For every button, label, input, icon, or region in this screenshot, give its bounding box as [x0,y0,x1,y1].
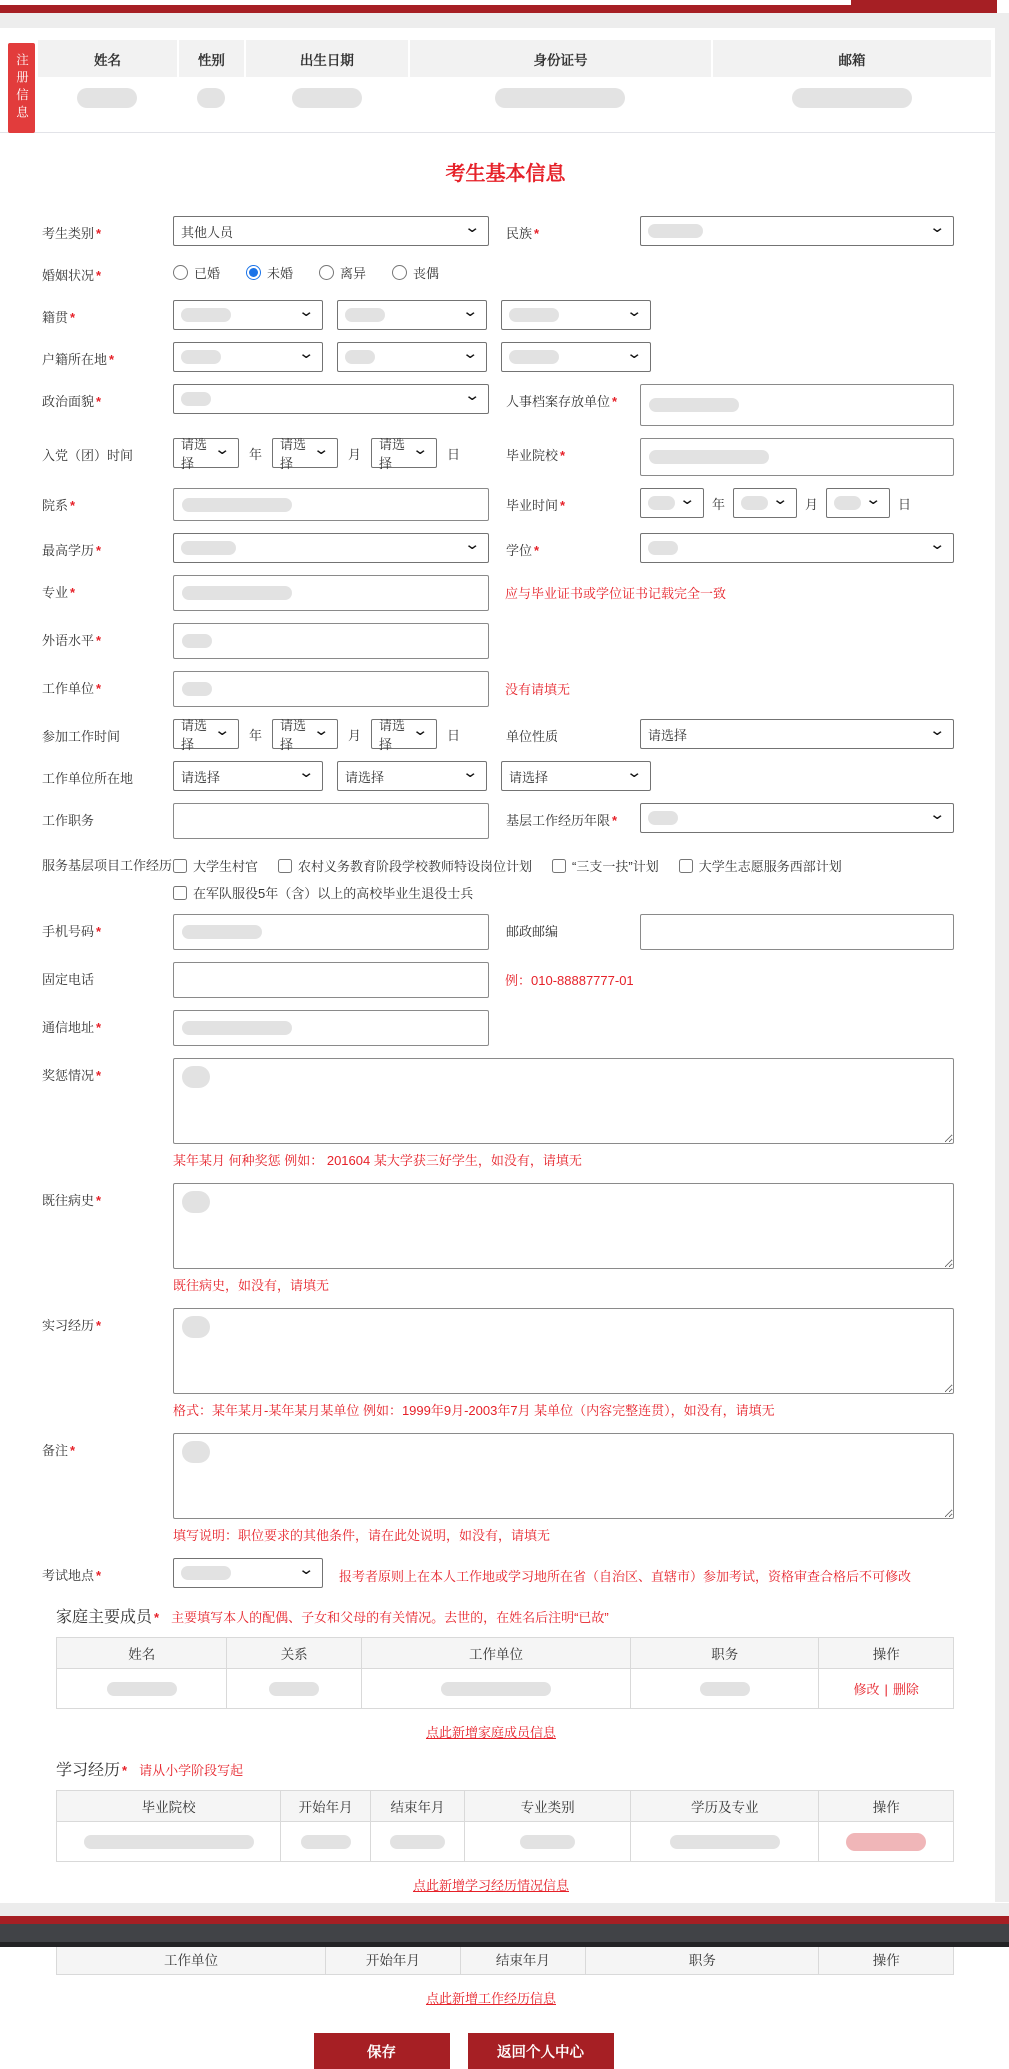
user-summary-card [36,40,993,119]
redacted-value [834,496,861,510]
major-hint: 应与毕业证书或学位证书记载完全一致 [505,586,727,601]
footer-gray-strip [0,1903,1009,1916]
work-table: 工作单位 开始年月 结束年月 职务 操作 [56,1943,954,1975]
household-location-label: 户籍所在地 [42,352,108,367]
redacted-value [345,350,375,364]
checkbox-village-official-input[interactable] [173,859,187,873]
required-mark: * [96,1068,102,1083]
candidate-form [0,133,1009,2069]
redacted-value [269,1682,319,1696]
employer-type-label: 单位性质 [506,729,559,744]
add-education-link[interactable]: 点此新增学习经历情况信息 [412,1878,569,1893]
redacted-value [181,1566,231,1580]
household-province-select[interactable] [173,342,323,372]
employer-county-select[interactable]: 请选择 ⌄ [501,761,651,791]
job-title-label: 工作职务 [42,813,95,828]
redacted-value [182,925,262,939]
checkbox-veteran-input[interactable] [173,886,187,900]
degree-label: 学位 [506,543,533,558]
row-highest-education [42,533,969,563]
radio-widowed[interactable]: 丧偶 [392,263,439,282]
back-to-profile-button[interactable]: 返回个人中心 [468,2033,614,2069]
ethnicity-label: 民族 [506,226,533,241]
required-mark: * [70,1443,76,1458]
mobile-label: 手机号码 [42,924,95,939]
redacted-value [182,586,292,600]
redacted-value [441,1682,551,1696]
foreign-language-input[interactable] [173,623,489,659]
save-button[interactable]: 保存 [314,2033,450,2069]
day-unit: 日 [447,446,461,462]
chevron-down-icon: ⌄ [464,387,482,404]
chevron-down-icon: ⌄ [929,806,947,823]
redacted-value [345,308,385,322]
department-input[interactable] [173,488,489,521]
archive-unit-label: 人事档案存放单位 [506,394,611,409]
required-mark: * [534,543,540,558]
family-section-hint: 主要填写本人的配偶、子女和父母的有关情况。去世的，在姓名后注明“已故” [171,1610,609,1625]
checkbox-village-official[interactable]: 大学生村官 [173,856,258,875]
chevron-down-icon: ⌄ [462,345,480,362]
redacted-actions[interactable] [846,1833,926,1851]
chevron-down-icon: ⌄ [464,536,482,553]
radio-widowed-input[interactable] [392,265,407,280]
redacted-value [648,224,703,238]
native-place-city-select[interactable] [337,300,487,330]
required-mark: * [154,1610,160,1625]
right-page-gutter [995,28,1009,1902]
footer-red-strip [0,1916,1009,1924]
native-place-label: 籍贯 [42,310,69,325]
mobile-input[interactable] [173,914,489,950]
landline-label: 固定电话 [42,972,95,987]
redacted-value [181,392,211,406]
required-mark: * [96,633,102,648]
family-delete-link[interactable]: 删除 [892,1682,919,1697]
footer-dark-bar [0,1924,1009,1947]
chevron-down-icon: ⌄ [298,1561,316,1578]
redacted-value [182,498,292,512]
redacted-value [181,308,231,322]
checkbox-three-supports-plan[interactable]: “三支一扶”计划 [552,856,659,875]
chevron-down-icon: ⌄ [462,303,480,320]
family-edit-link[interactable]: 修改 [853,1682,880,1697]
medical-history-textarea[interactable] [173,1183,954,1269]
required-mark: * [109,352,115,367]
year-unit: 年 [249,446,263,462]
day-unit: 日 [447,727,461,743]
grassroots-programs-label: 服务基层项目工作经历 [42,858,173,873]
chevron-down-icon: ⌄ [929,722,947,739]
header-red-bar [0,5,997,13]
marital-status-radio-group [173,258,439,282]
user-col-email: 邮箱 [713,40,991,77]
postal-code-label: 邮政邮编 [506,924,559,939]
marital-status-label: 婚姻状况 [42,268,95,283]
redacted-idnumber [495,88,625,108]
party-join-date-label: 入党（团）时间 [42,448,134,463]
radio-divorced-input[interactable] [319,265,334,280]
checkbox-west-volunteer-plan[interactable]: 大学生志愿服务西部计划 [679,856,842,875]
redacted-value [182,1191,210,1213]
redacted-value [182,1066,210,1088]
required-mark: * [70,310,76,325]
family-section-header [56,1604,969,1627]
medical-history-label: 既往病史 [42,1193,95,1208]
graduation-date-label: 毕业时间 [506,498,559,513]
add-family-member-link[interactable]: 点此新增家庭成员信息 [425,1725,556,1740]
chevron-down-icon: ⌄ [298,345,316,362]
radio-unmarried[interactable]: 未婚 [246,263,293,282]
checkbox-veteran[interactable]: 在军队服役5年（含）以上的高校毕业生退役士兵 [173,883,473,902]
political-status-label: 政治面貌 [42,394,95,409]
row-internship [42,1308,969,1394]
education-section-header [56,1757,969,1780]
required-mark: * [96,543,102,558]
graduation-month-select[interactable] [733,488,797,518]
employer-type-select[interactable]: 请选择 ⌄ [640,719,954,749]
user-row [38,77,991,119]
row-employer-location [42,761,969,791]
form-actions [0,2033,927,2069]
candidate-type-select[interactable] [173,216,489,246]
checkbox-rural-teacher-plan[interactable]: 农村义务教育阶段学校教师特设岗位计划 [278,856,532,875]
employer-city-select[interactable]: 请选择 ⌄ [337,761,487,791]
employer-label: 工作单位 [42,681,95,696]
required-mark: * [560,498,566,513]
radio-married-input[interactable] [173,265,188,280]
chevron-down-icon: ⌄ [214,441,232,458]
education-table-row [57,1822,954,1862]
political-status-select[interactable] [173,384,489,414]
redacted-value [649,398,739,412]
user-summary-table [36,40,993,119]
candidate-type-label: 考生类别 [42,226,95,241]
checkbox-three-supports-plan-input[interactable] [552,859,566,873]
archive-unit-input[interactable] [640,384,954,426]
year-unit: 年 [249,727,263,743]
month-unit: 月 [348,446,362,462]
row-native-place [42,300,969,330]
chevron-down-icon: ⌄ [313,441,331,458]
graduation-year-select[interactable] [640,488,704,518]
redacted-value [182,1316,210,1338]
highest-education-label: 最高学历 [42,543,95,558]
internship-textarea[interactable] [173,1308,954,1394]
required-mark: * [96,1193,102,1208]
row-rewards [42,1058,969,1144]
header-red-accent [851,0,997,13]
job-title-input[interactable] [173,803,489,839]
user-col-idnumber: 身份证号 [410,40,711,77]
row-landline [42,962,969,998]
user-col-birthdate: 出生日期 [246,40,408,77]
redacted-value [648,496,675,510]
redacted-name [77,88,137,108]
redacted-value [181,350,221,364]
required-mark: * [122,1763,128,1778]
month-unit: 月 [805,496,819,512]
checkbox-rural-teacher-plan-input[interactable] [278,859,292,873]
required-mark: * [96,226,102,241]
row-foreign-language [42,623,969,659]
row-major [42,575,969,611]
degree-select[interactable] [640,533,954,563]
remarks-label: 备注 [42,1443,69,1458]
grassroots-programs-checkboxes [173,851,969,902]
redacted-value [301,1835,351,1849]
family-table-row: 修改 | 删除 [57,1669,954,1709]
work-start-month-select[interactable]: 请选择 ⌄ [272,719,338,749]
chevron-down-icon: ⌄ [929,219,947,236]
day-unit: 日 [898,496,912,512]
row-medical-history [42,1183,969,1269]
redacted-value [182,1441,210,1463]
chevron-down-icon: ⌄ [412,722,430,739]
family-table: 姓名 关系 工作单位 职务 操作 修改 | 删除 [56,1637,954,1709]
redacted-value [182,634,212,648]
mailing-address-input[interactable] [173,1010,489,1046]
required-mark: * [612,813,618,828]
foreign-language-label: 外语水平 [42,633,95,648]
row-marital-status [42,258,969,284]
internship-hint: 格式：某年某月-某年某月某单位 例如：1999年9月-2003年7月 某单位（内容完整连贯），如没有，请填无 [173,1403,775,1418]
chevron-down-icon: ⌄ [626,345,644,362]
work-start-day-select[interactable]: 请选择 ⌄ [371,719,437,749]
party-join-day-select[interactable]: 请选择 ⌄ [371,438,437,468]
redacted-birthdate [292,88,362,108]
graduate-school-input[interactable] [640,438,954,476]
major-label: 专业 [42,585,69,600]
row-party-join-date [42,438,969,476]
grassroots-years-label: 基层工作经历年限 [506,813,611,828]
registration-info-tab-label: 注册信息 [14,53,29,123]
header-gray-band [0,13,1009,28]
exam-location-select[interactable] [173,1558,323,1588]
education-table: 毕业院校 开始年月 结束年月 专业类别 学历及专业 操作 [56,1790,954,1862]
party-join-year-select[interactable]: 请选择 ⌄ [173,438,239,468]
employer-hint: 没有请填无 [505,682,571,697]
remarks-hint: 填写说明：职位要求的其他条件，请在此处说明，如没有，请填无 [173,1528,551,1543]
required-mark: * [96,1568,102,1583]
user-col-gender: 性别 [179,40,244,77]
party-join-month-select[interactable]: 请选择 ⌄ [272,438,338,468]
internship-label: 实习经历 [42,1318,95,1333]
required-mark: * [96,394,102,409]
exam-location-label: 考试地点 [42,1568,95,1583]
row-household-location [42,342,969,372]
redacted-gender [197,88,225,108]
page-title: 考生基本信息 [445,163,566,185]
redacted-value [741,496,768,510]
chevron-down-icon: ⌄ [412,441,430,458]
row-mobile [42,914,969,950]
ethnicity-select[interactable] [640,216,954,246]
chevron-down-icon: ⌄ [464,219,482,236]
required-mark: * [70,585,76,600]
row-candidate-type [42,216,969,246]
graduation-day-select[interactable] [826,488,890,518]
redacted-value [649,450,769,464]
remarks-textarea[interactable] [173,1433,954,1519]
chevron-down-icon: ⌄ [626,764,644,781]
employer-location-label: 工作单位所在地 [42,771,134,786]
employer-province-select[interactable]: 请选择 ⌄ [173,761,323,791]
required-mark: * [534,226,540,241]
redacted-value [648,811,678,825]
required-mark: * [70,498,76,513]
checkbox-west-volunteer-plan-input[interactable] [679,859,693,873]
mailing-address-label: 通信地址 [42,1020,95,1035]
redacted-value [520,1835,575,1849]
radio-divorced[interactable]: 离异 [319,263,366,282]
row-remarks [42,1433,969,1519]
required-mark: * [96,1020,102,1035]
chevron-down-icon: ⌄ [462,764,480,781]
chevron-down-icon: ⌄ [865,491,883,508]
add-work-link[interactable]: 点此新增工作经历信息 [425,1991,556,2006]
highest-education-select[interactable] [173,533,489,563]
user-col-name: 姓名 [38,40,177,77]
landline-hint: 例：010-88887777-01 [505,973,634,988]
household-county-select[interactable] [501,342,651,372]
year-unit: 年 [712,496,726,512]
redacted-value [509,350,559,364]
rewards-label: 奖惩情况 [42,1068,95,1083]
redacted-email [792,88,912,108]
grassroots-years-select[interactable] [640,803,954,833]
employer-input[interactable] [173,671,489,707]
required-mark: * [96,268,102,283]
redacted-value [670,1835,780,1849]
chevron-down-icon: ⌄ [298,764,316,781]
work-start-year-select[interactable]: 请选择 ⌄ [173,719,239,749]
major-input[interactable] [173,575,489,611]
candidate-type-value: 其他人员 [181,224,234,240]
redacted-value [107,1682,177,1696]
landline-input[interactable] [173,962,489,998]
required-mark: * [96,681,102,696]
education-section-hint: 请从小学阶段写起 [139,1763,244,1778]
page-footer [0,1903,1009,1947]
radio-married[interactable]: 已婚 [173,263,220,282]
required-mark: * [96,924,102,939]
row-exam-location [42,1558,969,1588]
department-label: 院系 [42,498,69,513]
chevron-down-icon: ⌄ [214,722,232,739]
chevron-down-icon: ⌄ [772,491,790,508]
medical-history-hint: 既往病史，如没有，请填无 [173,1278,330,1293]
row-department [42,488,969,521]
chevron-down-icon: ⌄ [626,303,644,320]
row-mailing-address [42,1010,969,1046]
chevron-down-icon: ⌄ [313,722,331,739]
redacted-value [84,1835,254,1849]
household-city-select[interactable] [337,342,487,372]
chevron-down-icon: ⌄ [298,303,316,320]
redacted-value [182,1021,292,1035]
native-place-county-select[interactable] [501,300,651,330]
rewards-hint: 某年某月 何种奖惩 例如： 201604 某大学获三好学生，如没有，请填无 [173,1153,582,1168]
work-start-date-label: 参加工作时间 [42,729,121,744]
radio-unmarried-input[interactable] [246,265,261,280]
redacted-value [390,1835,445,1849]
redacted-value [509,308,559,322]
registration-info-tab[interactable] [8,43,35,133]
postal-code-input[interactable] [640,914,954,950]
required-mark: * [96,1318,102,1333]
row-employer [42,671,969,707]
required-mark: * [560,448,566,463]
exam-location-hint: 报考者原则上在本人工作地或学习地所在省（自治区、直辖市）参加考试，资格审查合格后不可修改 [339,1569,912,1584]
family-section-title: 家庭主要成员 [56,1609,153,1626]
redacted-value [648,541,678,555]
redacted-value [700,1682,750,1696]
rewards-textarea[interactable] [173,1058,954,1144]
row-work-start-date [42,718,969,752]
education-section-title: 学习经历 [56,1762,121,1779]
chevron-down-icon: ⌄ [929,536,947,553]
row-grassroots-programs [42,851,969,902]
chevron-down-icon: ⌄ [679,491,697,508]
native-place-province-select[interactable] [173,300,323,330]
month-unit: 月 [348,727,362,743]
redacted-value [182,682,212,696]
required-mark: * [612,394,618,409]
redacted-value [181,541,236,555]
row-political-status [42,384,969,426]
graduate-school-label: 毕业院校 [506,448,559,463]
row-job-title [42,803,969,839]
